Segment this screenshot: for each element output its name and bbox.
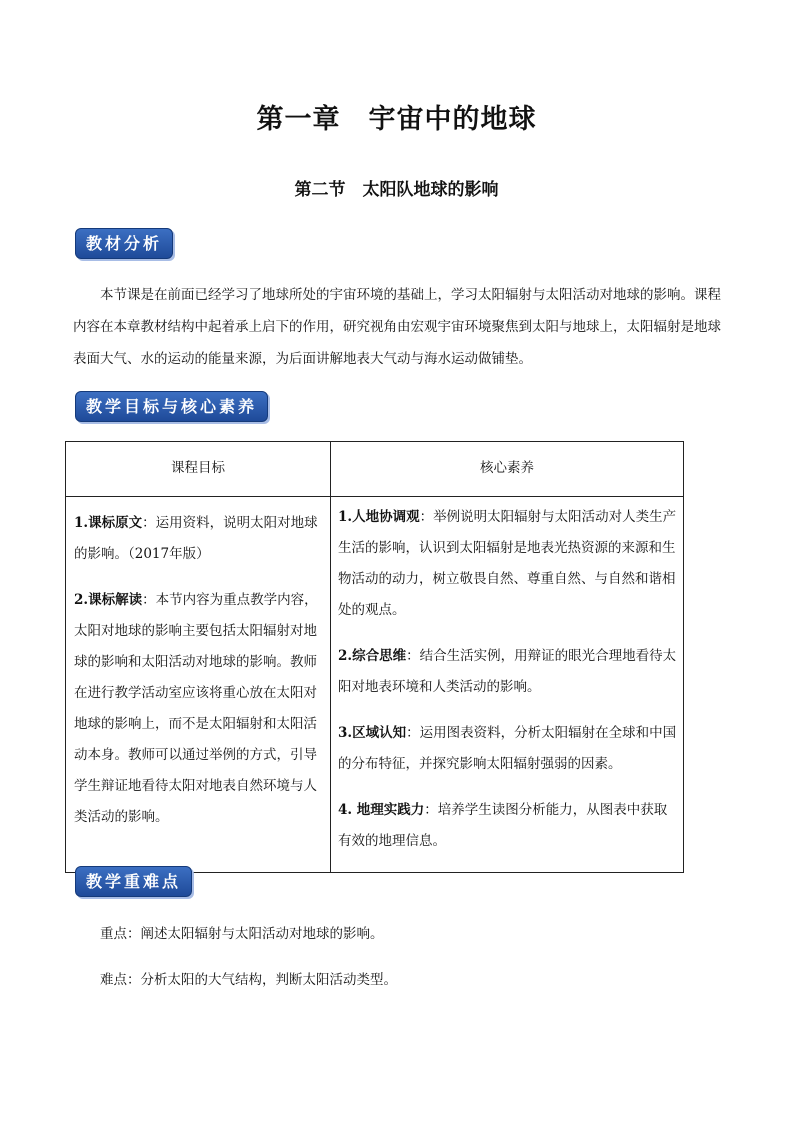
literacy-text: ：结合生活实例，用辩证的眼光合理地看待太阳对地表环境和人类活动的影响。 — [338, 648, 677, 695]
badge-key-difficult-points: 教学重难点 — [75, 866, 192, 897]
course-goals-cell — [66, 497, 331, 873]
literacy-text: ：运用图表资料，分析太阳辐射在全球和中国的分布特征，并探究影响太阳辐射强弱的因素。 — [338, 725, 677, 772]
goals-header-literacy: 核心素养 — [331, 442, 684, 497]
literacy-item — [338, 641, 677, 703]
chapter-title: 第一章 宇宙中的地球 — [256, 104, 537, 135]
literacy-label: 2.综合思维 — [338, 648, 407, 664]
goals-header-course: 课程目标 — [66, 442, 331, 497]
course-goal-text: ：运用资料，说明太阳对地球的影响。（2017年版） — [74, 515, 318, 562]
literacy-item — [338, 502, 677, 626]
literacy-label: 1.人地协调观 — [338, 509, 420, 525]
course-goal-item — [74, 585, 326, 833]
course-goal-text: ：本节内容为重点教学内容，太阳对地球的影响主要包括太阳辐射对地球的影响和太阳活动对地球的影响。教师在进行教学活动室应该将重心放在太阳对地球的影响上，而不是太阳辐射和太阳活动本身。教师可以通过举例的方式，引导学生辩证地看待太阳对地表自然环境与人类活动的影响。 — [74, 592, 318, 825]
literacy-cell — [331, 497, 684, 873]
literacy-label: 3.区域认知 — [338, 725, 407, 741]
badge-goals-literacy: 教学目标与核心素养 — [75, 391, 268, 422]
goals-table — [65, 441, 684, 873]
badge-textbook-analysis: 教材分析 — [75, 228, 173, 259]
course-goal-item — [74, 508, 326, 570]
difficult-point-line: 难点：分析太阳的大气结构，判断太阳活动类型。 — [100, 972, 397, 988]
analysis-paragraph: 本节课是在前面已经学习了地球所处的宇宙环境的基础上，学习太阳辐射与太阳活动对地球的影响。课程内容在本章教材结构中起着承上启下的作用，研究视角由宏观宇宙环境聚焦到太阳与地球上，太阳辐射是地球表面大气、水的运动的能量来源，为后面讲解地表大气动与海水运动做铺垫。 — [73, 287, 721, 367]
literacy-text: ：举例说明太阳辐射与太阳活动对人类生产生活的影响，认识到太阳辐射是地表光热资源的来源和生物活动的动力，树立敬畏自然、尊重自然、与自然和谐相处的观点。 — [338, 509, 677, 618]
section-title: 第二节 太阳队地球的影响 — [294, 180, 499, 200]
literacy-label: 4. 地理实践力 — [338, 802, 425, 818]
literacy-item — [338, 795, 677, 857]
course-goal-label: 1.课标原文 — [74, 515, 143, 531]
literacy-text: ：培养学生读图分析能力，从图表中获取有效的地理信息。 — [338, 802, 668, 849]
course-goal-label: 2.课标解读 — [74, 592, 143, 608]
key-point-line: 重点：阐述太阳辐射与太阳活动对地球的影响。 — [100, 926, 384, 942]
literacy-item — [338, 718, 677, 780]
